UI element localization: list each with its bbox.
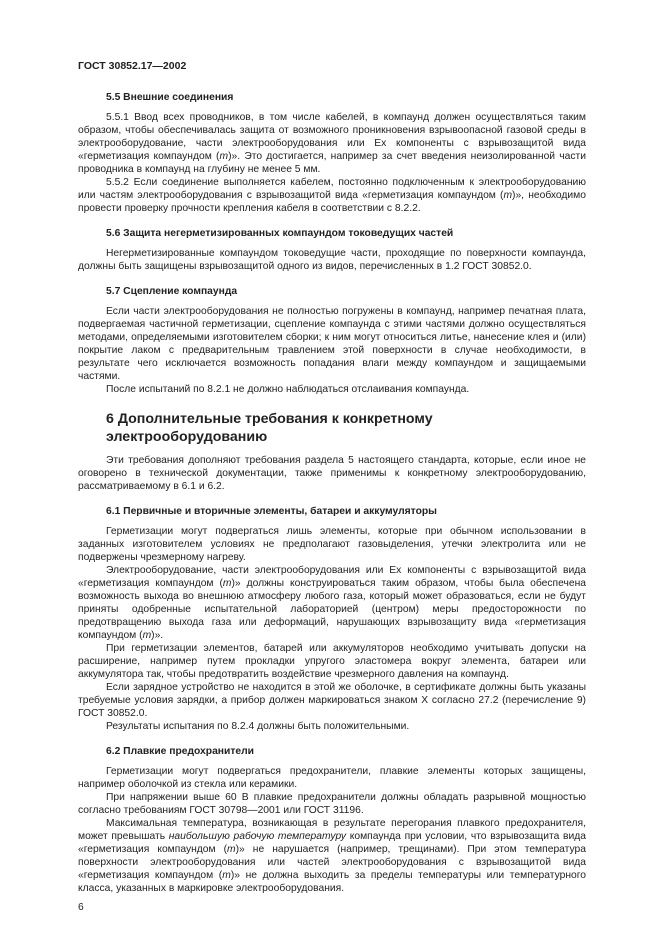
italic-text: m [503,190,513,201]
text-run: 5.5.1 Ввод всех проводников, в том числе кабелей, в компаунд должен осуществляться таким образом, чтобы обеспечивалась защита от возможного проникновения взрывоопасной газовой среды в электрооборудование, части электрооборудования или Ex компоненты с взрывозащитой вида «герметизация компаундом ( [78,112,586,162]
paragraph [78,564,586,642]
text-run: При герметизации элементов, батарей или аккумуляторов необходимо учитывать допуски на расширение, например путем прокладки упругого эластомера вокруг элемента, батареи или аккумулятора так, чтобы предотвратить воздействие чрезмерного давления на компаунд. [78,643,586,680]
paragraph [78,247,586,273]
paragraph [78,681,586,720]
section-heading: 6 Дополнительные требования к конкретному электрооборудованию [106,411,433,445]
text-run: )» должны конструироваться таким образом, чтобы была обеспечена возможность выхода во внешнюю атмосферу любого газа, который может образоваться, если не будут приняты одобренные испытательной лабораторией (центром) меры предосторожности по предотвращению выхода газа или деформаций, нарушающих взрывозащиту вида «герметизация компаундом ( [78,578,586,641]
text-run: Если части электрооборудования не полностью погружены в компаунд, например печатная плата, подвергаемая частичной герметизации, сцепление компаунда с этими частями должно осуществляться методами, определяемыми изготовителем сборки; к ним могут относиться литье, нанесение клея и (или) покрытие лаком с предварительным травлением этой поверхности в случае необходимости, в результате чего исключается возможность попадания влаги между компаундом и защищаемыми частями. [78,306,586,382]
italic-text: m [227,844,236,855]
paragraph [78,642,586,681]
text-run: )» не должна выходить за пределы температуры или температурного класса, указанных в маркировке электрооборудования. [78,870,586,894]
paragraph [78,765,586,791]
document-code-header: ГОСТ 30852.17—2002 [78,60,187,72]
paragraph [78,111,586,176]
italic-text: m [222,578,232,589]
italic-text: наибольшую рабочую температуру [168,831,347,842]
text-run: Если зарядное устройство не находится в этой же оболочке, в сертификате должны быть указаны требуемые условия зарядки, а прибор должен маркироваться знаком X согласно 27.2 (перечисление 9) ГОСТ 30852.0. [78,682,586,719]
document-body [78,91,586,895]
paragraph [78,305,586,383]
subsection-heading: 5.7 Сцепление компаунда [106,286,238,297]
text-run: компаунда при условии, что взрывозащита вида «герметизация компаундом ( [78,831,586,855]
text-run: )». [151,630,164,641]
paragraph [78,525,586,564]
page-number: 6 [78,902,84,913]
subsection-heading: 6.1 Первичные и вторичные элементы, батареи и аккумуляторы [106,506,437,517]
italic-text: m [142,630,152,641]
subsection-heading: 5.6 Защита негерметизированных компаундом токоведущих частей [106,228,454,239]
subsection-heading: 5.5 Внешние соединения [106,92,234,103]
text-run: Максимальная температура, возникающая в результате перегорания плавкого предохранителя, может превышать [78,818,586,842]
text-run: Герметизации могут подвергаться лишь элементы, которые при обычном использовании в заданных изготовителем условиях не предполагают газовыделения, утечки электролита или не подвержены чрезмерному нагреву. [78,526,586,563]
text-run: Эти требования дополняют требования раздела 5 настоящего стандарта, которые, если иное не оговорено в технической документации, также применимы к конкретному электрооборудованию, рассматриваемому в 6.1 и 6.2. [78,455,586,492]
text-run: 5.5.2 Если соединение выполняется кабелем, постоянно подключенным к электрооборудованию или частям электрооборудования с взрывозащитой вида «герметизация компаундом ( [78,177,586,201]
text-run: )», необходимо провести проверку прочности крепления кабеля в соответствии с 8.2.2. [78,190,586,214]
paragraph [78,383,586,396]
text-run: Электрооборудование, части электрооборудования или Ex компоненты с взрывозащитой вида «герметизация компаундом ( [78,565,586,589]
text-run: После испытаний по 8.2.1 не должно наблюдаться отслаивания компаунда. [106,384,470,395]
paragraph [78,791,586,817]
text-run: )». Это достигается, например за счет введения неизолированной части проводника в компаунд на глубину не менее 5 мм. [78,151,587,175]
text-run: Результаты испытания по 8.2.4 должны быть положительными. [106,721,410,732]
text-run: Негерметизированные компаундом токоведущие части, проходящие по поверхности компаунда, должны быть защищены взрывозащитой одного из видов, перечисленных в 1.2 ГОСТ 30852.0. [78,248,586,272]
document-page [78,60,586,914]
text-run: )» не нарушается (например, трещинами). При этом температура поверхности электрооборудования или частей электрооборудования с взрывозащитой вида «герметизация компаундом ( [78,844,586,881]
paragraph [78,176,586,215]
italic-text: m [222,870,231,881]
paragraph [78,817,586,895]
text-run: Герметизации могут подвергаться предохранители, плавкие элементы которых защищены, например оболочкой из стекла или керамики. [78,766,586,790]
italic-text: m [219,151,229,162]
paragraph [78,454,586,493]
subsection-heading: 6.2 Плавкие предохранители [106,746,254,757]
text-run: При напряжении выше 60 В плавкие предохранители должны обладать разрывной мощностью согласно требованиям ГОСТ 30798—2001 или ГОСТ 31196. [78,792,586,816]
paragraph [78,720,586,733]
